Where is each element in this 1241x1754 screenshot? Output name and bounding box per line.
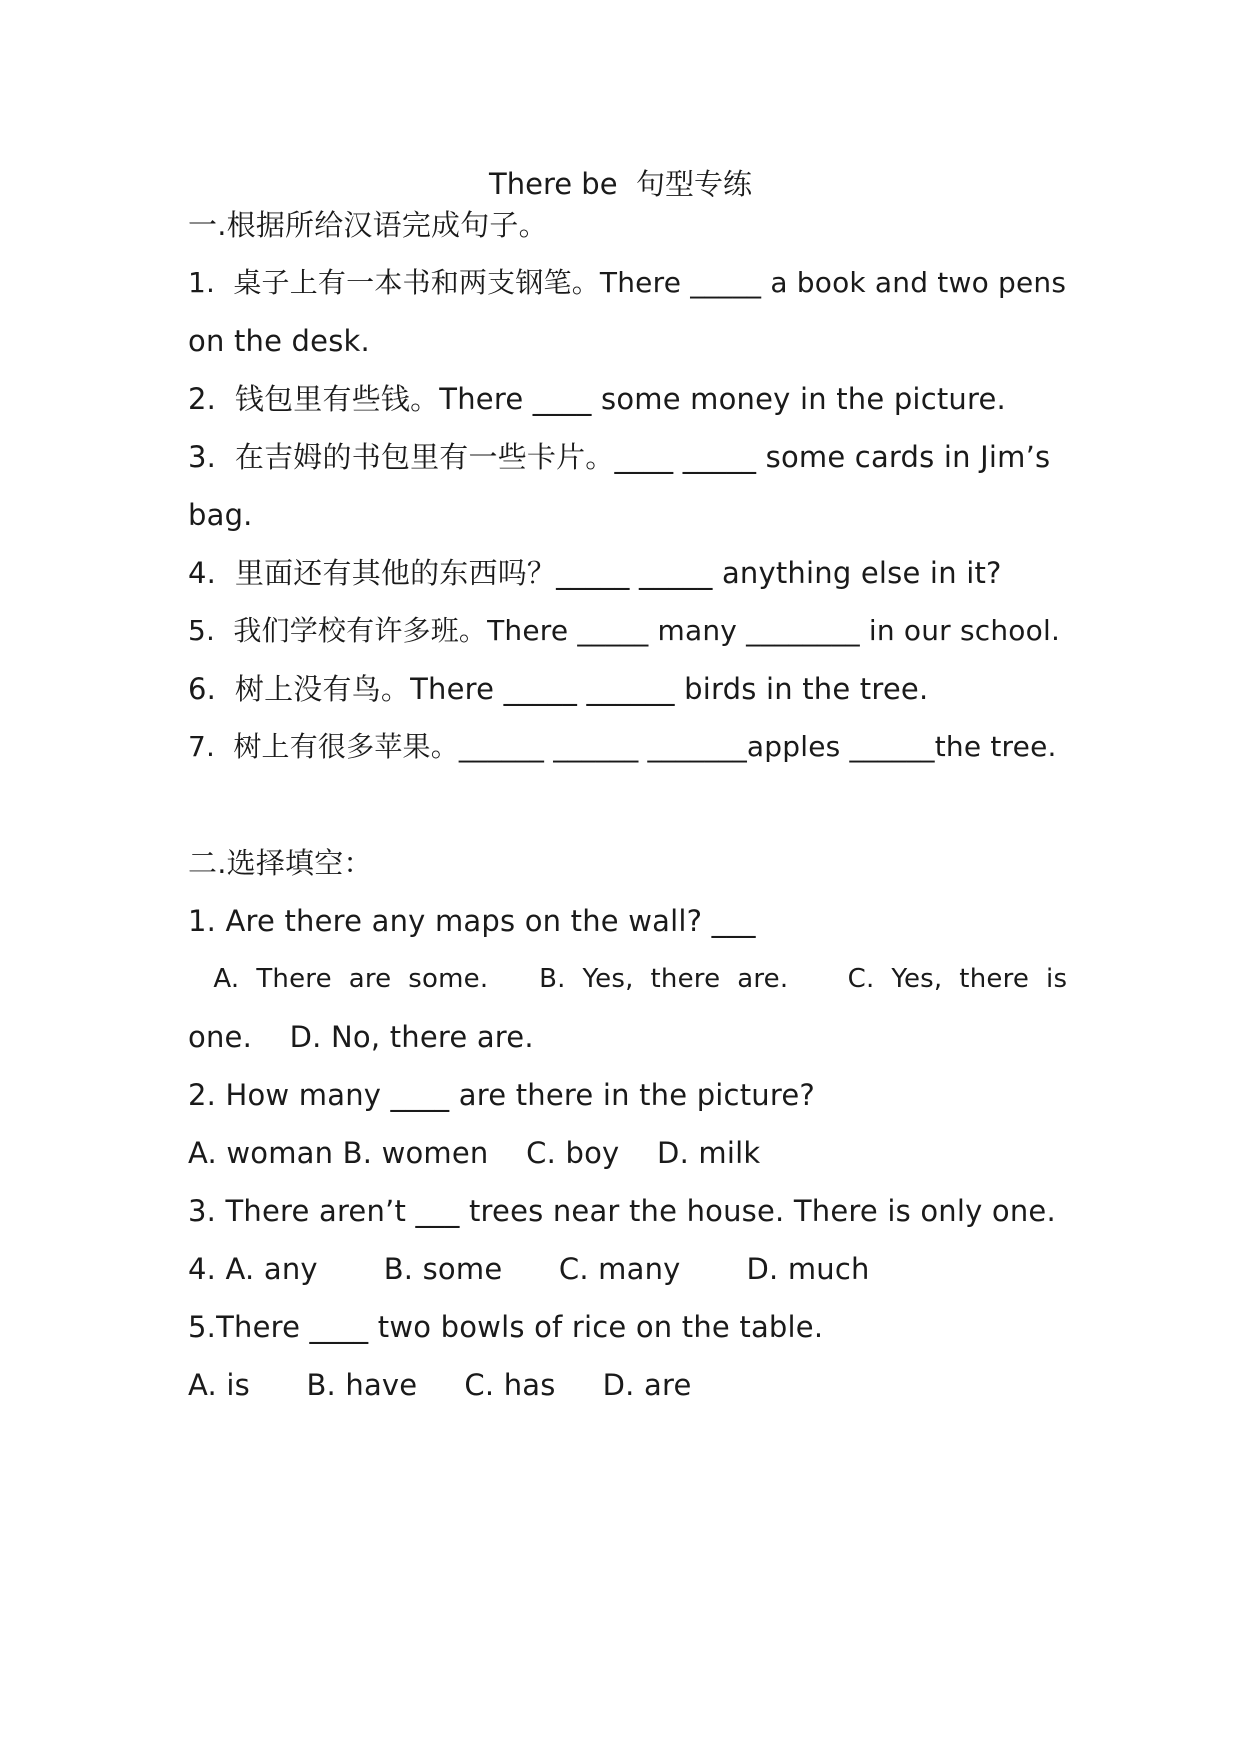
- section1-line-4: 3. 在吉姆的书包里有一些卡片。____ _____ some cards in Jim’s: [188, 440, 1051, 474]
- section1-line-9: 7. 树上有很多苹果。______ ______ _______apples ______the tree.: [188, 730, 1057, 763]
- section1-line-5: bag.: [188, 498, 253, 532]
- section2-line-9: A. is B. have C. has D. are: [188, 1368, 692, 1402]
- section1-heading: 一.根据所给汉语完成句子。: [188, 208, 548, 242]
- section1-line-8: 6. 树上没有鸟。There _____ ______ birds in the tree.: [188, 672, 929, 706]
- section2-line-5: A. woman B. women C. boy D. milk: [188, 1136, 761, 1170]
- section2-line-6: 3. There aren’t ___ trees near the house. There is only one.: [188, 1194, 1056, 1228]
- document-title: There be 句型专练: [489, 167, 752, 201]
- section2-line-2: A. There are some. B. Yes, there are. C. Yes, there is: [188, 964, 1068, 994]
- section1-line-3: 2. 钱包里有些钱。There ____ some money in the picture.: [188, 382, 1006, 416]
- section1-line-2: on the desk.: [188, 324, 370, 358]
- section1-line-6: 4. 里面还有其他的东西吗？_____ _____ anything else in it?: [188, 556, 1002, 590]
- section1-line-7: 5. 我们学校有许多班。There _____ many ________ in our school.: [188, 614, 1061, 647]
- section1-line-1: 1. 桌子上有一本书和两支钢笔。There _____ a book and two pens: [188, 266, 1067, 299]
- section2-heading: 二.选择填空：: [188, 846, 373, 880]
- section2-line-8: 5.There ____ two bowls of rice on the table.: [188, 1310, 824, 1344]
- section2-line-7: 4. A. any B. some C. many D. much: [188, 1252, 870, 1286]
- section2-line-1: 1. Are there any maps on the wall? ___: [188, 904, 756, 938]
- section2-line-4: 2. How many ____ are there in the picture?: [188, 1078, 815, 1112]
- section2-line-3: one. D. No, there are.: [188, 1020, 534, 1054]
